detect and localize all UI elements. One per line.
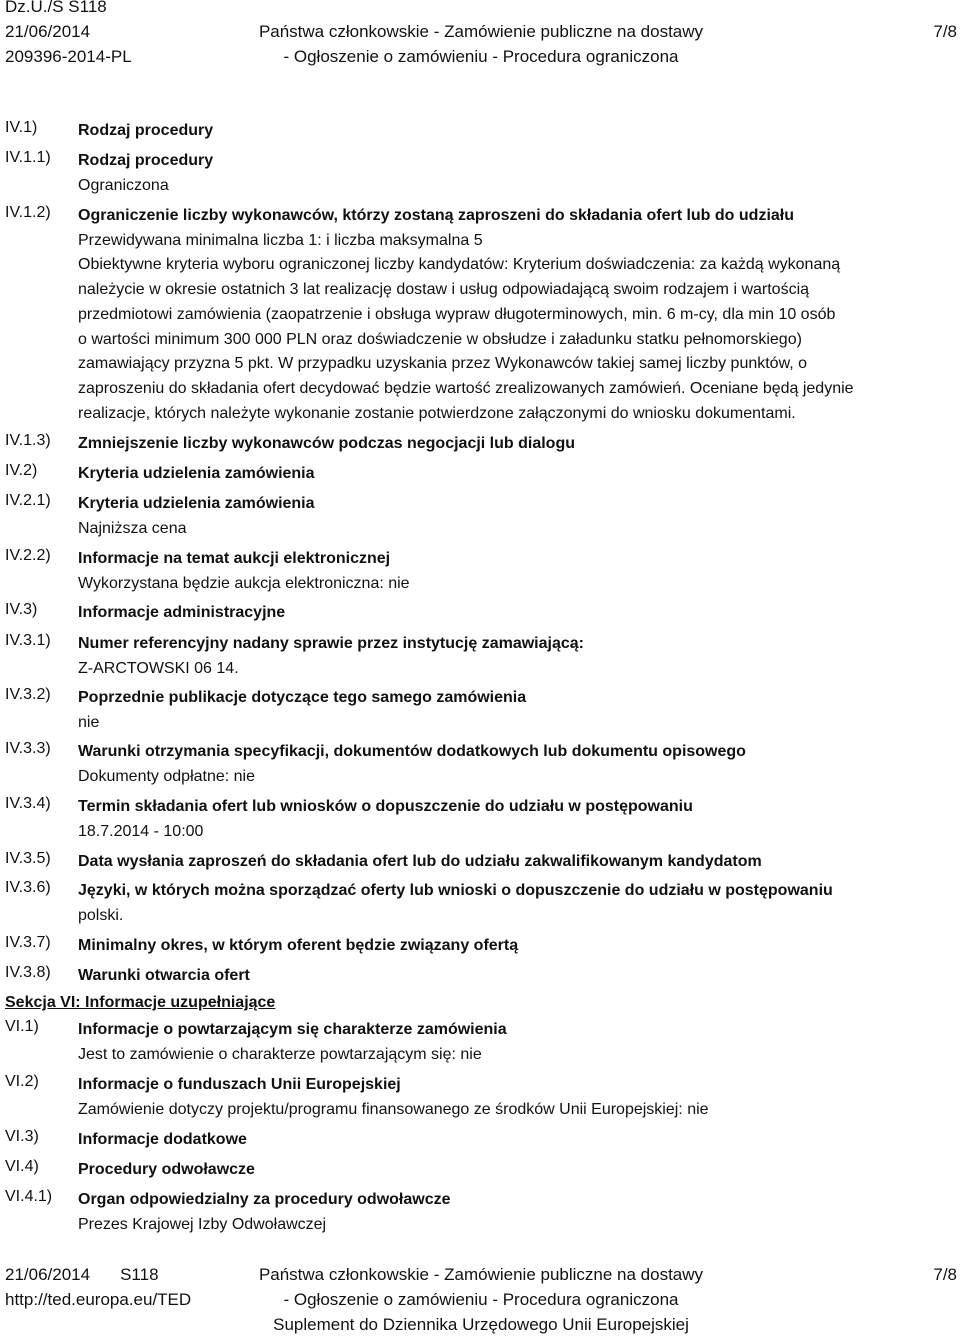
section-number: IV.3.5) — [5, 850, 51, 867]
section-heading: Warunki otwarcia ofert — [78, 967, 250, 984]
section-heading: Informacje dodatkowe — [78, 1131, 247, 1148]
section-number: IV.3.6) — [5, 879, 51, 896]
section-body: Ograniczona — [78, 176, 169, 194]
section-body: Najniższa cena — [78, 519, 187, 537]
section-number: IV.3.3) — [5, 740, 51, 757]
section-number: IV.3.1) — [5, 632, 51, 649]
section-body: Zamówienie dotyczy projektu/programu finansowanego ze środków Unii Europejskiej: nie — [78, 1100, 709, 1118]
section-body: Dokumenty odpłatne: nie — [78, 767, 255, 785]
section-number: IV.2.1) — [5, 492, 51, 509]
footer-date: 21/06/2014 — [5, 1265, 91, 1284]
section-body: Z-ARCTOWSKI 06 14. — [78, 659, 239, 677]
section-number: VI.4) — [5, 1158, 39, 1175]
section-heading: Rodzaj procedury — [78, 152, 214, 169]
section-heading: Języki, w których można sporządzać oferty lub wnioski o dopuszczenie do udziału w postępowaniu — [78, 882, 833, 899]
section-number: IV.1.2) — [5, 204, 51, 221]
section-heading: Zmniejszenie liczby wykonawców podczas negocjacji lub dialogu — [78, 435, 575, 452]
page-footer — [5, 1262, 957, 1337]
section-body: nie — [78, 713, 100, 731]
section-body: o wartości minimum 300 000 PLN oraz doświadczenie w obsłudze i załadunku statku pełnomorskiego) — [78, 330, 802, 348]
section-heading: Numer referencyjny nadany sprawie przez instytucję zamawiającą: — [78, 635, 584, 652]
section-body: realizacje, których należyte wykonanie zostanie potwierdzone załączonymi do wniosku dokumentami. — [78, 404, 796, 422]
section-body: polski. — [78, 906, 124, 924]
header-page-number: 7/8 — [933, 22, 957, 41]
section-number: IV.2.2) — [5, 547, 51, 564]
section-number: VI.4.1) — [5, 1188, 53, 1205]
section-heading: Informacje o powtarzającym się charakterze zamówienia — [78, 1021, 507, 1038]
section-body: zaproszeniu do składania ofert decydować będzie wartość zrealizowanych zamówień. Oceniane będą jedynie — [78, 379, 854, 397]
section-body: przedmiotowi zamówienia (zaopatrzenie i obsługa wypraw długoterminowych, min. 6 m-cy, dla min 10 osób — [78, 305, 836, 323]
section-heading: Termin składania ofert lub wniosków o dopuszczenie do udziału w postępowaniu — [78, 798, 693, 815]
section-heading: Kryteria udzielenia zamówienia — [78, 465, 315, 482]
header-title-line2: - Ogłoszenie o zamówieniu - Procedura ograniczona — [283, 47, 679, 66]
footer-url-link[interactable]: http://ted.europa.eu/TED — [5, 1290, 192, 1309]
section-body: Prezes Krajowej Izby Odwoławczej — [78, 1215, 327, 1233]
section-number: IV.2) — [5, 462, 38, 479]
section-body: należycie w okresie ostatnich 3 lat realizację dostaw i usług odpowiadającą swoim rodzajem i wartością — [78, 281, 810, 299]
section-number: VI.3) — [5, 1128, 39, 1145]
section-number: IV.3) — [5, 601, 38, 618]
section-number: IV.1.1) — [5, 149, 51, 166]
section-number: IV.3.4) — [5, 795, 51, 812]
footer-title-line1: Państwa członkowskie - Zamówienie publiczne na dostawy — [258, 1265, 704, 1284]
section-number: VI.1) — [5, 1018, 39, 1035]
section-number: IV.1.3) — [5, 432, 51, 449]
header-date: 21/06/2014 — [5, 22, 91, 41]
section-number: IV.3.7) — [5, 934, 51, 951]
section-body: Obiektywne kryteria wyboru ograniczonej liczby kandydatów: Kryterium doświadczenia: za każdą wykonaną — [78, 256, 841, 274]
section-number: IV.3.8) — [5, 964, 51, 981]
notice-id: 209396-2014-PL — [5, 47, 132, 66]
section-heading: Poprzednie publikacje dotyczące tego samego zamówienia — [78, 689, 527, 706]
section-number: IV.1) — [5, 119, 38, 136]
section-number: IV.3.2) — [5, 686, 51, 703]
section-body: Jest to zamówienie o charakterze powtarzającym się: nie — [78, 1045, 482, 1063]
section-heading: Procedury odwoławcze — [78, 1161, 255, 1178]
section-body: Przewidywana minimalna liczba 1: i liczba maksymalna 5 — [78, 231, 483, 249]
section-heading: Informacje o funduszach Unii Europejskiej — [78, 1076, 401, 1093]
section-heading: Minimalny okres, w którym oferent będzie związany ofertą — [78, 937, 519, 954]
footer-series: S118 — [120, 1265, 159, 1284]
section-heading: Informacje administracyjne — [78, 604, 286, 621]
journal-ref: Dz.U./S S118 — [5, 0, 107, 16]
section-vi-title: Sekcja VI: Informacje uzupełniające — [5, 994, 276, 1011]
section-heading: Organ odpowiedzialny za procedury odwoławcze — [78, 1191, 451, 1208]
section-heading: Ograniczenie liczby wykonawców, którzy zostaną zaproszeni do składania ofert lub do udziału — [78, 207, 794, 224]
page-header — [5, 0, 957, 69]
header-title-line1: Państwa członkowskie - Zamówienie publiczne na dostawy — [258, 22, 704, 41]
section-heading: Data wysłania zaproszeń do składania ofert lub do udziału zakwalifikowanym kandydatom — [78, 853, 762, 870]
footer-title-line3: Suplement do Dziennika Urzędowego Unii Europejskiej — [273, 1315, 689, 1334]
section-heading: Warunki otrzymania specyfikacji, dokumentów dodatkowych lub dokumentu opisowego — [78, 743, 746, 760]
section-heading: Kryteria udzielenia zamówienia — [78, 495, 315, 512]
section-body: Wykorzystana będzie aukcja elektroniczna: nie — [78, 574, 410, 592]
section-heading: Rodzaj procedury — [78, 122, 214, 139]
section-body: zamawiający przyzna 5 pkt. W przypadku uzyskania przez Wykonawców takiej samej liczby punktów, o — [78, 355, 808, 373]
footer-page-number: 7/8 — [933, 1265, 957, 1284]
footer-title-line2: - Ogłoszenie o zamówieniu - Procedura ograniczona — [283, 1290, 679, 1309]
section-heading: Informacje na temat aukcji elektronicznej — [78, 550, 391, 567]
section-number: VI.2) — [5, 1073, 39, 1090]
section-body: 18.7.2014 - 10:00 — [78, 822, 204, 840]
